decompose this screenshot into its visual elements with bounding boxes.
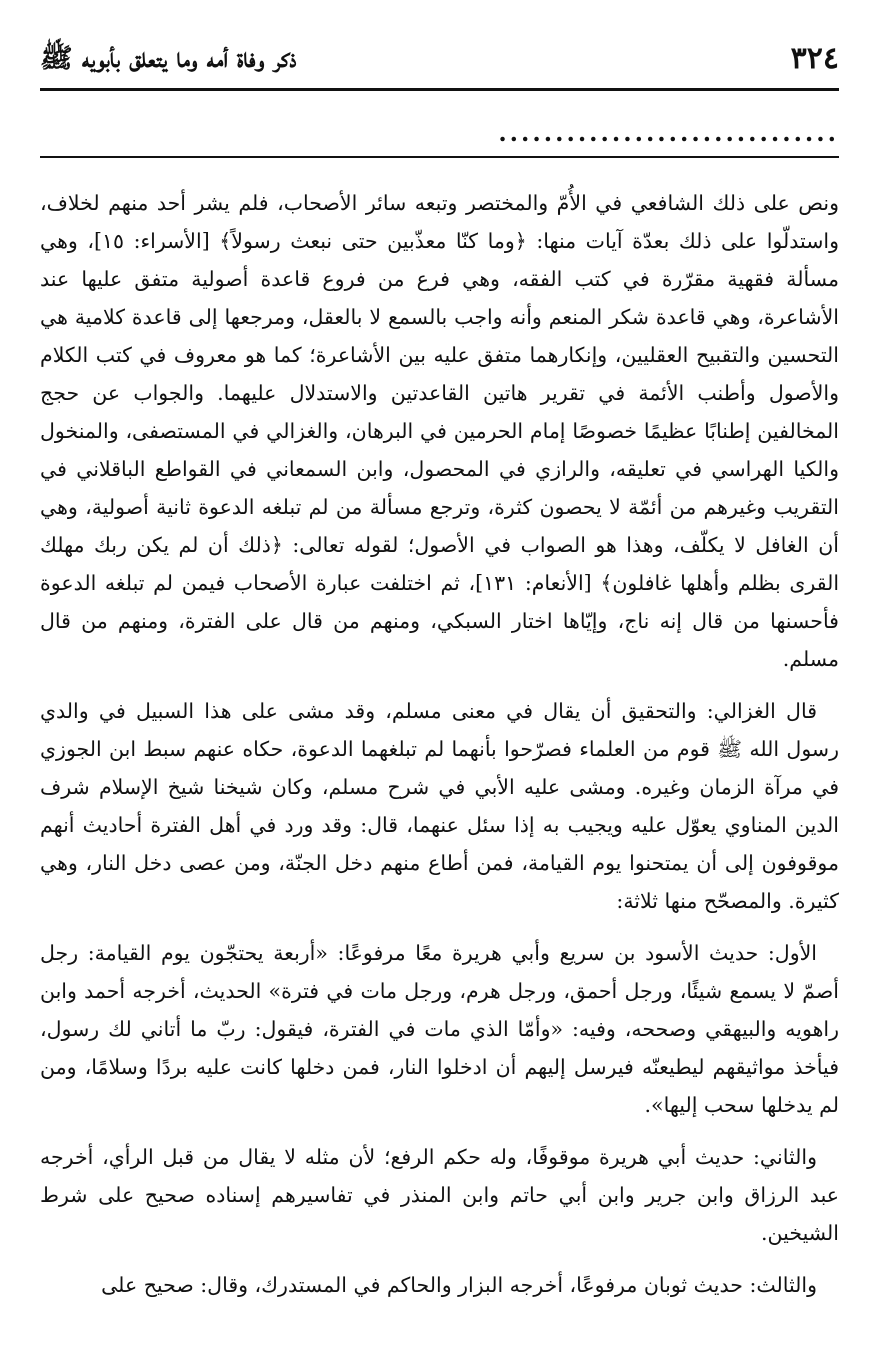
paragraph-second-hadith: والثاني: حديث أبي هريرة موقوفًا، وله حكم الرفع؛ لأن مثله لا يقال من قبل الرأي، أخرجه عبد الرزاق وابن جرير وابن أبي حاتم وابن المنذر في تفاسيرهم إسناده صحيح على شرط الشيخين. (40, 1145, 839, 1245)
paragraph-third-hadith: والثالث: حديث ثوبان مرفوعًا، أخرجه البزار والحاكم في المستدرك، وقال: صحيح على (101, 1273, 817, 1297)
page-header (40, 30, 839, 91)
paragraph-continuation: ونص على ذلك الشافعي في الأُمّ والمختصر وتبعه سائر الأصحاب، فلم يشر أحد منهم لخلاف، واستدلّوا على ذلك بعدّة آيات منها: ﴿وما كنّا معذّبين حتى نبعث رسولاً﴾ [الأسراء: ١٥]، وهي مسألة فقهية مقرّرة في كتب الفقه، وهي فرع من فروع قاعدة أصولية متفق عليها عند الأشاعرة، وهي قاعدة شكر المنعم وأنه واجب بالسمع لا بالعقل، ومرجعها إلى قاعدة كلامية هي التحسين والتقبيح العقليين، وإنكارهما متفق عليه بين الأشاعرة؛ كما هو معروف في كتب الكلام والأصول وأطنب الأئمة في تقرير هاتين القاعدتين والاستدلال عليهما. والجواب عن حجج المخالفين إطنابًا عظيمًا خصوصًا إمام الحرمين في البرهان، والغزالي في المستصفى، والمنخول والكيا الهراسي في تعليقه، والرازي في المحصول، وابن السمعاني في القواطع الباقلاني في التقريب وغيرهم من أئمّة لا يحصون كثرة، وترجع مسألة من لم تبلغه الدعوة ثانية أصولية، وهي أن الغافل لا يكلّف، وهذا هو الصواب في الأصول؛ لقوله تعالى: ﴿ذلك أن لم يكن ربك مهلك القرى بظلم وأهلها غافلون﴾ [الأنعام: ١٣١]، ثم اختلفت عبارة الأصحاب فيمن لم تبلغه الدعوة فأحسنها من قال إنه ناج، وإيّاها اختار السبكي، ومنهم من قال على الفترة، ومنهم من قال مسلم. (40, 191, 840, 671)
header-separator (40, 156, 839, 158)
paragraph-ghazali: قال الغزالي: والتحقيق أن يقال في معنى مسلم، وقد مشى على هذا السبيل في والدي رسول الله ﷺ قوم من العلماء فصرّحوا بأنهما لم تبلغهما الدعوة، حكاه عنهم سبط ابن الجوزي في مرآة الزمان وغيره. ومشى عليه الأبي في شرح مسلم، وكان شيخنا شيخ الإسلام شرف الدين المناوي يعوّل عليه ويجيب به إذا سئل عنهما، قال: وقد ورد في أهل الفترة أحاديث أنهم موقوفون إلى أن يمتحنوا يوم القيامة، فمن أطاع منهم دخل الجنّة، ومن عصى دخل النار، وهي كثيرة. والمصحّح منها ثلاثة: (40, 699, 839, 913)
body-text (40, 184, 839, 1318)
page-number: ٣٢٤ (790, 41, 839, 76)
running-title: ذكر وفاة أمه وما يتعلق بأبويه ﷺ (40, 43, 297, 74)
paragraph-first-hadith: الأول: حديث الأسود بن سريع وأبي هريرة معًا مرفوعًا: «أربعة يحتجّون يوم القيامة: رجل أصمّ لا يسمع شيئًا، ورجل أحمق، ورجل هرم، ورجل مات في فترة» الحديث، أخرجه أحمد وابن راهويه والبيهقي وصححه، وفيه: «وأمّا الذي مات في الفترة، فيقول: ربّ ما أتاني لك رسول، فيأخذ مواثيقهم ليطيعنّه فيرسل إليهم أن ادخلوا النار، فمن دخلها كانت عليه بردًا وسلامًا، ومن لم يدخلها سحب إليها». (40, 941, 839, 1117)
ellipsis-marker: .............................. (498, 118, 839, 147)
